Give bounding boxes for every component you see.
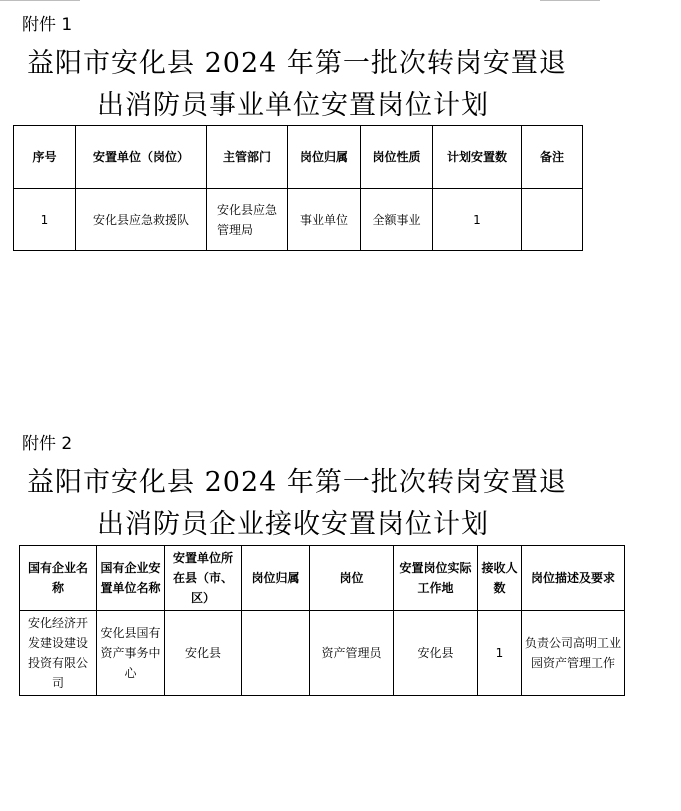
- table-cell: 安化县国有资产事务中心: [97, 611, 165, 696]
- header-cell: 国有企业安置单位名称: [97, 546, 165, 611]
- table-cell: 安化县应急救援队: [76, 189, 207, 251]
- header-cell: 岗位描述及要求: [522, 546, 625, 611]
- table-row: [14, 189, 583, 251]
- table-cell: 全额事业: [361, 189, 433, 251]
- table-cell: 1: [478, 611, 522, 696]
- header-cell: 主管部门: [207, 126, 288, 189]
- header-cell: 岗位性质: [361, 126, 433, 189]
- table-cell: 事业单位: [288, 189, 361, 251]
- attachment-2-label: 附件 2: [22, 434, 73, 454]
- attachment-2-title-line1: 益阳市安化县 2024 年第一批次转岗安置退: [27, 467, 567, 498]
- attachment-1-title-line2: 出消防员事业单位安置岗位计划: [97, 90, 489, 121]
- table-header-row: [20, 546, 625, 611]
- attachment-1-table: [13, 125, 583, 251]
- attachment-2-title-line2: 出消防员企业接收安置岗位计划: [97, 509, 489, 540]
- table-header-row: [14, 126, 583, 189]
- header-cell: 安置单位（岗位）: [76, 126, 207, 189]
- top-border-right: [540, 0, 600, 1]
- attachment-1-label: 附件 1: [22, 15, 73, 35]
- header-cell: 安置单位所在县（市、区）: [165, 546, 242, 611]
- header-cell: 岗位归属: [288, 126, 361, 189]
- table-cell: 安化县: [165, 611, 242, 696]
- table-cell: 1: [14, 189, 76, 251]
- header-cell: 岗位归属: [242, 546, 310, 611]
- header-cell: 序号: [14, 126, 76, 189]
- table-cell: 负责公司高明工业园资产管理工作: [522, 611, 625, 696]
- table-cell: 资产管理员: [310, 611, 394, 696]
- table-cell: 安化经济开发建设建设投资有限公司: [20, 611, 97, 696]
- table-cell: 1: [433, 189, 522, 251]
- header-cell: 备注: [522, 126, 583, 189]
- table-cell: [522, 189, 583, 251]
- table-row: [20, 611, 625, 696]
- table-cell: 安化县应急管理局: [207, 189, 288, 251]
- attachment-2-table: [19, 545, 625, 696]
- header-cell: 计划安置数: [433, 126, 522, 189]
- table-cell: [242, 611, 310, 696]
- table-cell: 安化县: [394, 611, 478, 696]
- attachment-1-title-line1: 益阳市安化县 2024 年第一批次转岗安置退: [27, 48, 567, 79]
- header-cell: 接收人数: [478, 546, 522, 611]
- header-cell: 岗位: [310, 546, 394, 611]
- header-cell: 安置岗位实际工作地: [394, 546, 478, 611]
- header-cell: 国有企业名称: [20, 546, 97, 611]
- top-border-left: [0, 0, 80, 1]
